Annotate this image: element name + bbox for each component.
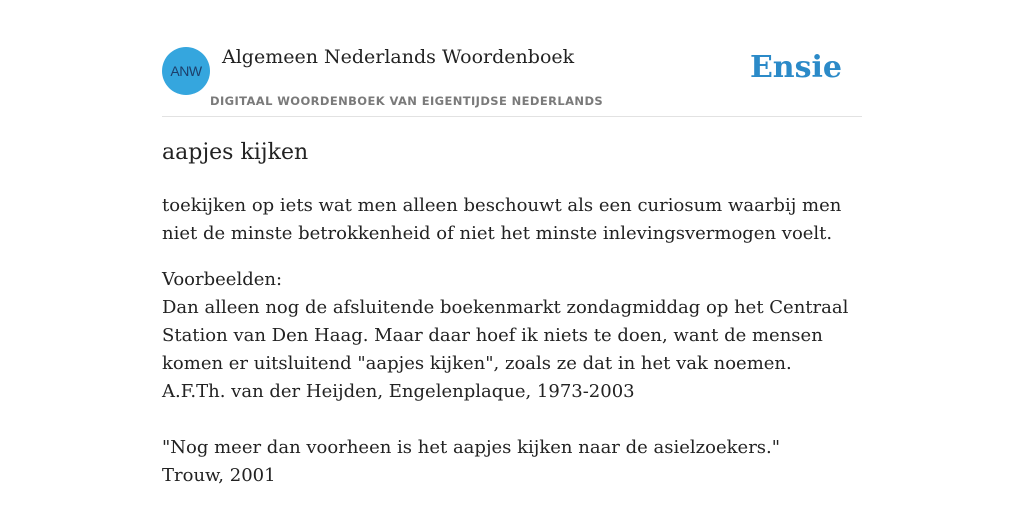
example-source: Trouw, 2001 <box>162 465 276 486</box>
logo-text: ANW <box>170 63 202 79</box>
example-text: "Nog meer dan voorheen is het aapjes kijken naar de asielzoekers." <box>162 437 781 458</box>
example-source: A.F.Th. van der Heijden, Engelenplaque, 1973-2003 <box>162 381 635 402</box>
example-text: Dan alleen nog de afsluitende boekenmarkt zondagmiddag op het Centraal Station van Den Haag. Maar daar hoef ik niets te doen, want de mensen komen er uitsluitend "aapjes kijken", zoals ze dat in het vak noemen. <box>162 297 849 374</box>
ensie-brand-logo[interactable]: Ensie <box>749 50 842 85</box>
entry-title: aapjes kijken <box>162 140 309 165</box>
anw-logo[interactable] <box>162 47 210 95</box>
examples-label: Voorbeelden: <box>162 269 283 290</box>
site-header <box>162 0 862 117</box>
examples-section <box>162 266 867 490</box>
site-title[interactable]: Algemeen Nederlands Woordenboek <box>222 46 575 68</box>
entry-content <box>162 192 867 490</box>
site-subtitle: DIGITAAL WOORDENBOEK VAN EIGENTIJDSE NEDERLANDS <box>210 94 604 108</box>
example-spacer <box>162 406 867 434</box>
entry-definition: toekijken op iets wat men alleen beschouwt als een curiosum waarbij men niet de minste betrokkenheid of niet het minste inlevingsvermogen voelt. <box>162 195 842 244</box>
